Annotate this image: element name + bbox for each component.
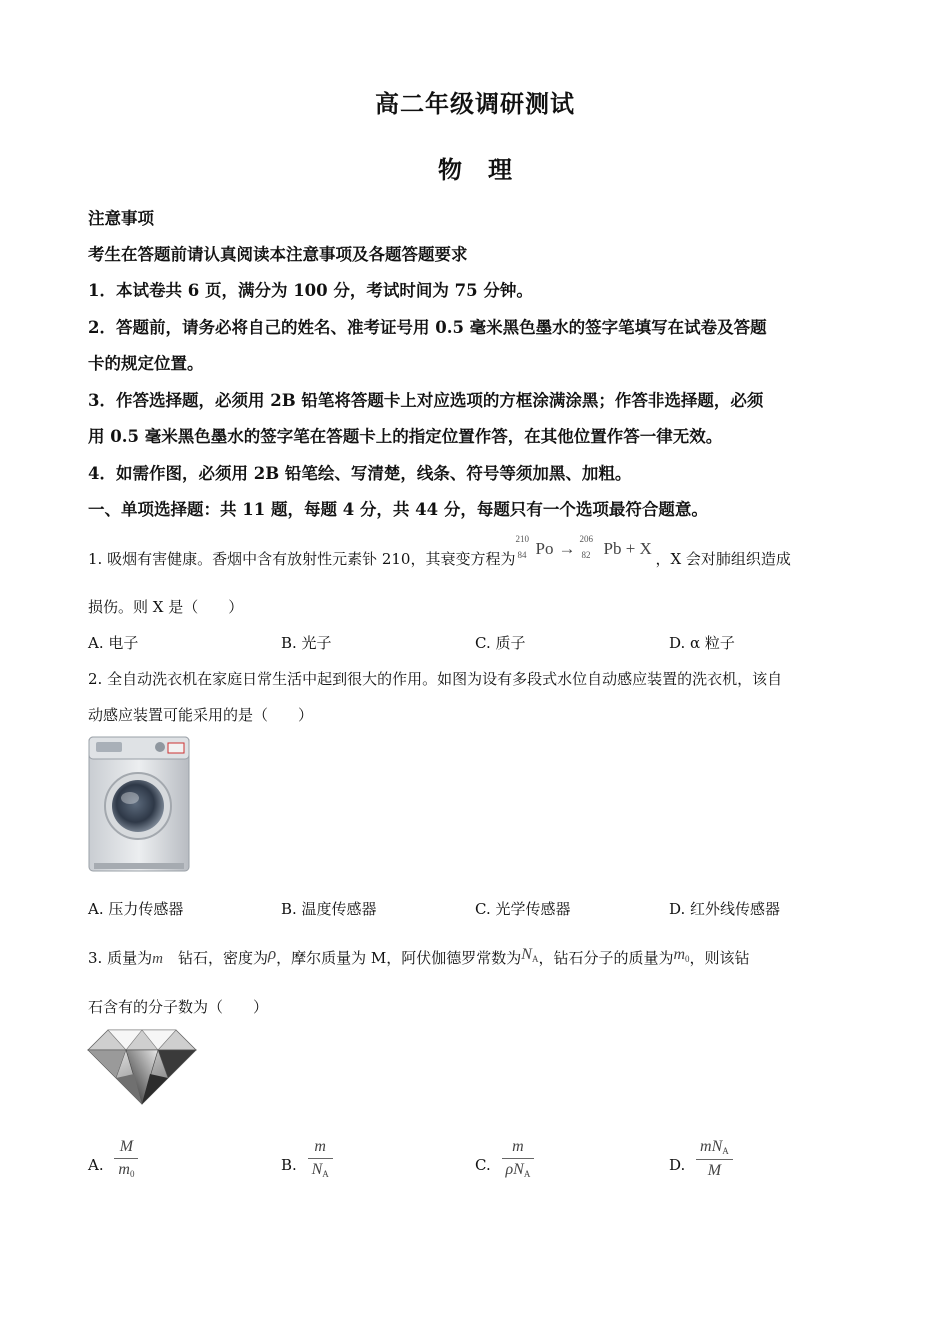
question-1-line-2: 损伤。则 X 是（ ） [88, 598, 244, 616]
option-d-num-subscript: A [722, 1146, 729, 1156]
po-atomic-number: 84 [517, 550, 527, 560]
notice-item: 3．作答选择题，必须用 2B 铅笔将答题卡上对应选项的方框涂满涂黑；作答非选择题，必须 [88, 391, 764, 410]
question-3-line-2: 石含有的分子数为（ ） [88, 998, 269, 1016]
arrow-symbol: → [558, 539, 576, 558]
option-c-den-letter: ρN [505, 1160, 524, 1178]
notice-item: 2．答题前，请务必将自己的姓名、准考证号用 0.5 毫米黑色墨水的签字笔填写在试卷及答题 [88, 318, 767, 337]
option-a[interactable]: A. 电子 [88, 634, 139, 652]
option-b[interactable]: B. 温度传感器 [281, 900, 377, 918]
question-3-options [88, 1138, 868, 1188]
question-3-text: 3. 质量为 [88, 949, 153, 967]
notice-item: 卡的规定位置。 [88, 354, 204, 373]
option-c-label: C. [475, 1155, 491, 1174]
notice-item: 4．如需作图，必须用 2B 铅笔绘、写清楚，线条、符号等须加黑、加粗。 [88, 464, 632, 483]
option-b-fraction [308, 1138, 333, 1179]
mass-symbol: m [152, 951, 163, 967]
question-1-text: 1. 吸烟有害健康。香烟中含有放射性元素钋 210，其衰变方程为 [88, 550, 516, 568]
pb-and-x: Pb + X [603, 539, 652, 558]
diamond-image [86, 1026, 198, 1106]
question-1-text: ，X 会对肺组织造成 [655, 550, 791, 568]
option-a-denominator [114, 1159, 138, 1180]
option-c-fraction [502, 1138, 535, 1179]
molecule-mass-symbol [673, 946, 689, 963]
option-c[interactable]: C. 光学传感器 [475, 900, 571, 918]
question-3-line-1 [88, 944, 750, 968]
option-d[interactable]: D. α 粒子 [669, 634, 735, 652]
pb-atomic-number: 82 [581, 550, 591, 560]
option-d-denominator: M [707, 1161, 722, 1179]
decay-equation [515, 534, 655, 564]
molecule-mass-subscript: 0 [685, 954, 690, 964]
option-a[interactable] [88, 1138, 138, 1179]
option-b-denominator [308, 1159, 333, 1180]
density-symbol: ρ [267, 944, 277, 963]
avogadro-subscript: A [531, 954, 539, 964]
po-symbol: Po [535, 539, 554, 558]
po-mass-number: 210 [515, 534, 529, 544]
option-d-label: D. [669, 1155, 686, 1174]
notice-intro: 考生在答题前请认真阅读本注意事项及各题答题要求 [88, 245, 468, 264]
molecule-mass-letter: m [673, 946, 686, 963]
option-a-den-letter: m [118, 1160, 130, 1178]
option-a[interactable]: A. 压力传感器 [88, 900, 184, 918]
option-d-num-letters: mN [700, 1138, 723, 1155]
option-b-numerator: m [308, 1138, 333, 1159]
pb-mass-number: 206 [579, 534, 593, 544]
question-3-text: ，摩尔质量为 M，阿伏伽德罗常数为 [276, 949, 522, 967]
option-b-den-subscript: A [322, 1168, 329, 1179]
question-2-line-1: 2. 全自动洗衣机在家庭日常生活中起到很大的作用。如图为设有多段式水位自动感应装置的洗衣机，该自 [88, 670, 783, 688]
option-c-numerator: m [502, 1138, 535, 1159]
question-2-options [88, 898, 868, 922]
exam-title: 高二年级调研测试 [375, 89, 575, 118]
question-3-text: ，钻石分子的质量为 [538, 949, 674, 967]
avogadro-symbol [521, 946, 538, 963]
question-3-text: 钻石，密度为 [162, 949, 268, 967]
option-c[interactable] [475, 1138, 534, 1179]
option-d-fraction [696, 1138, 733, 1179]
option-a-den-subscript: 0 [129, 1168, 135, 1179]
option-b-den-letter: N [311, 1160, 323, 1178]
avogadro-letter: N [521, 946, 532, 963]
option-b[interactable]: B. 光子 [281, 634, 332, 652]
notice-item: 1．本试卷共 6 页，满分为 100 分，考试时间为 75 分钟。 [88, 281, 533, 300]
subject-title: 物理 [438, 155, 538, 184]
question-1-options [88, 632, 868, 656]
section-heading: 一、单项选择题：共 11 题，每题 4 分，共 44 分，每题只有一个选项最符合题意。 [88, 500, 708, 519]
option-a-numerator: M [114, 1138, 138, 1159]
option-c-den-subscript: A [523, 1168, 531, 1179]
option-d[interactable]: D. 红外线传感器 [669, 900, 781, 918]
option-b[interactable] [281, 1138, 333, 1179]
option-d[interactable] [669, 1138, 733, 1179]
option-a-label: A. [88, 1155, 104, 1174]
option-a-fraction [114, 1138, 138, 1179]
question-2-line-2: 动感应装置可能采用的是（ ） [88, 706, 314, 724]
notice-heading: 注意事项 [88, 209, 154, 228]
notice-item: 用 0.5 毫米黑色墨水的签字笔在答题卡上的指定位置作答，在其他位置作答一律无效。 [88, 427, 723, 446]
option-c[interactable]: C. 质子 [475, 634, 526, 652]
option-b-label: B. [281, 1155, 297, 1174]
washing-machine-image [88, 736, 190, 874]
option-c-denominator [502, 1159, 535, 1180]
question-1-line-1 [88, 534, 791, 569]
option-d-numerator [696, 1138, 733, 1160]
question-3-text: ，则该钻 [689, 949, 750, 967]
